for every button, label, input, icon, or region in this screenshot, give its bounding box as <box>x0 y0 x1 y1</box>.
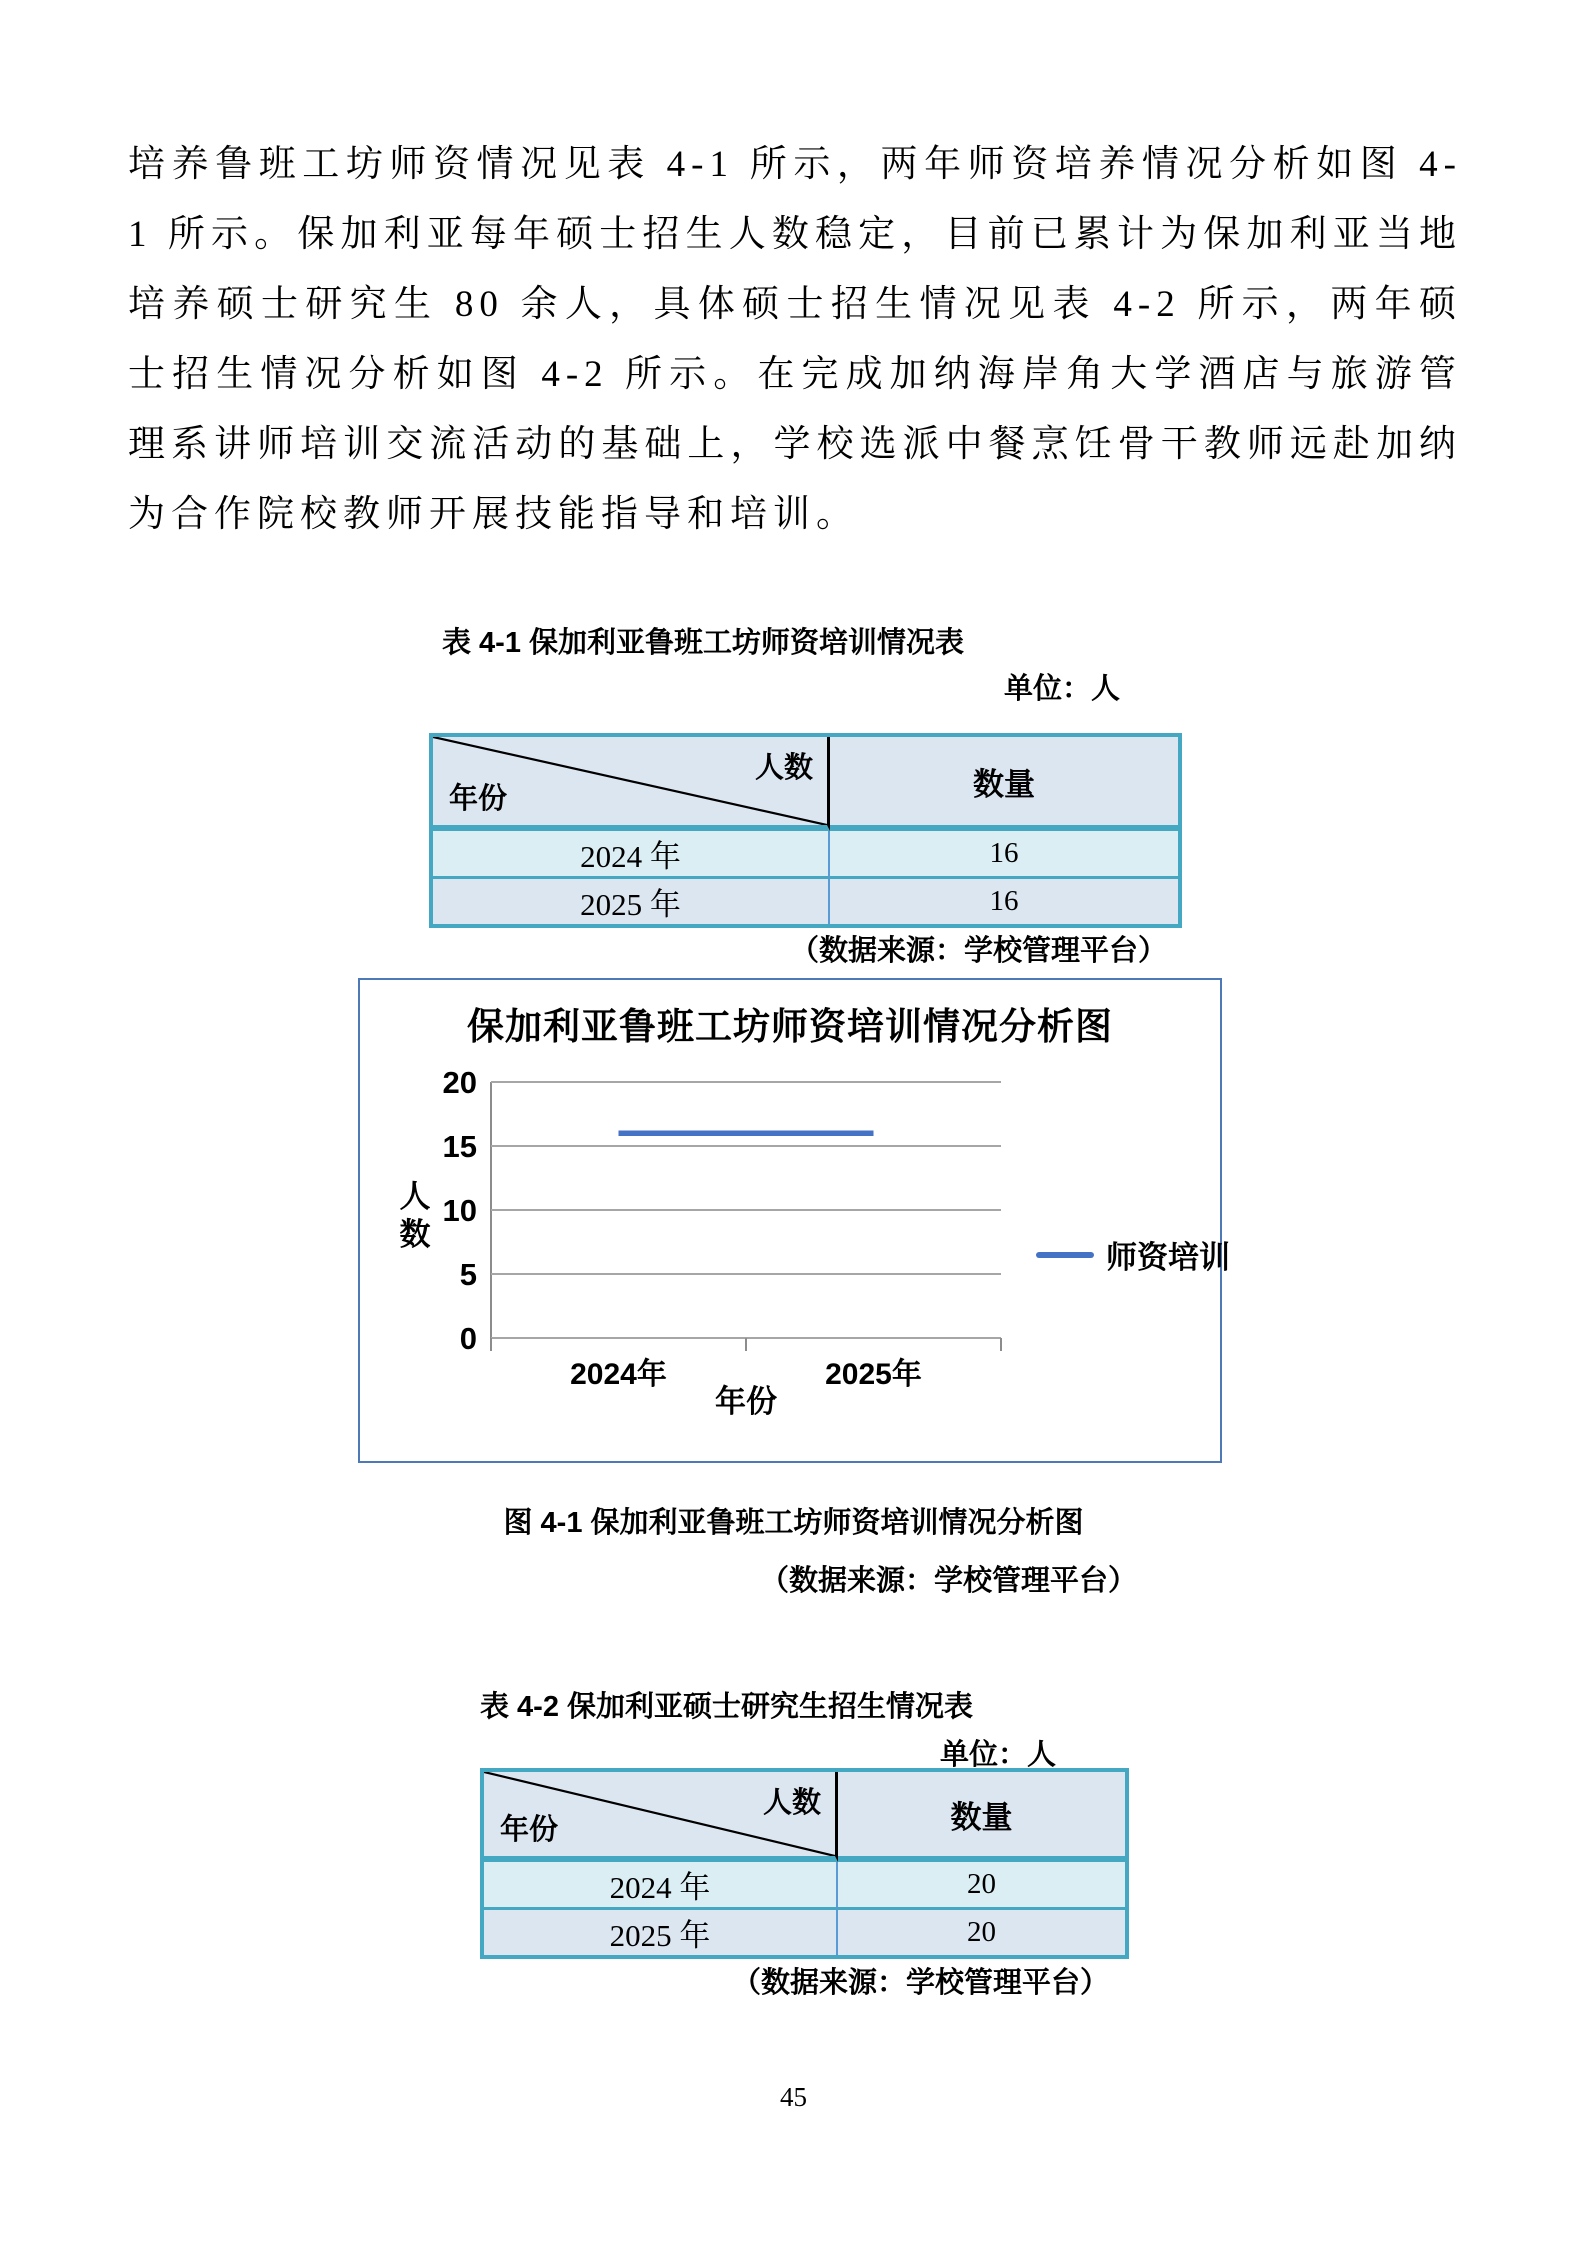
table2-value-cell: 20 <box>838 1910 1125 1955</box>
table2-row-2024 <box>484 1862 1125 1910</box>
table1-row-2024 <box>433 831 1178 879</box>
figure1-source-note: （数据来源：学校管理平台） <box>759 1565 1137 1597</box>
x-axis-tick <box>745 1338 747 1351</box>
table2-corner-cell <box>484 1772 838 1862</box>
y-axis-title: 人数 <box>399 1179 431 1252</box>
x-axis-tick <box>1000 1338 1002 1351</box>
chart-title: 保加利亚鲁班工坊师资培训情况分析图 <box>467 1006 1113 1047</box>
table1 <box>429 733 1182 928</box>
page-number: 45 <box>780 2082 807 2112</box>
table2-header-row <box>484 1772 1125 1862</box>
table2-year-cell: 2024 年 <box>484 1862 838 1910</box>
table2-row-2025 <box>484 1910 1125 1955</box>
table2-corner-col-label: 人数 <box>762 1787 821 1819</box>
series-line-layer <box>491 1082 1001 1338</box>
table2-qty-header: 数量 <box>838 1772 1125 1862</box>
y-tick-label-10: 10 <box>442 1193 477 1228</box>
table2-year-cell: 2025 年 <box>484 1910 838 1955</box>
table1-source-note: （数据来源：学校管理平台） <box>789 935 1167 967</box>
table1-value-cell: 16 <box>830 879 1178 924</box>
legend-label: 师资培训 <box>1106 1240 1230 1275</box>
table1-corner-col-label: 人数 <box>754 752 813 784</box>
x-axis-tick <box>490 1338 492 1351</box>
figure1-caption: 图 4-1 保加利亚鲁班工坊师资培训情况分析图 <box>503 1507 1084 1539</box>
table1-year-cell: 2025 年 <box>433 879 830 924</box>
table1-caption: 表 4-1 保加利亚鲁班工坊师资培训情况表 <box>442 627 965 659</box>
table1-corner-row-label: 年份 <box>449 783 508 815</box>
table1-year-cell: 2024 年 <box>433 831 830 879</box>
table2-caption: 表 4-2 保加利亚硕士研究生招生情况表 <box>480 1691 974 1723</box>
y-tick-label-0: 0 <box>459 1321 477 1356</box>
table1-row-2025 <box>433 879 1178 924</box>
table2-corner-row-label: 年份 <box>500 1814 559 1846</box>
table2-value-cell: 20 <box>838 1862 1125 1910</box>
table1-header-row <box>433 737 1178 831</box>
table1-corner-cell <box>433 737 830 831</box>
y-tick-label-15: 15 <box>442 1129 477 1164</box>
x-tick-label-2024年: 2024年 <box>570 1358 667 1391</box>
figure-4-1-chart <box>358 978 1230 1463</box>
table2-unit-label: 单位：人 <box>939 1739 1056 1771</box>
table1-value-cell: 16 <box>830 831 1178 879</box>
table2-source-note: （数据来源：学校管理平台） <box>731 1967 1109 1999</box>
x-axis-title: 年份 <box>715 1384 777 1419</box>
table1-unit-label: 单位：人 <box>1003 673 1120 705</box>
chart-legend <box>1036 1232 1230 1277</box>
legend-line-swatch <box>1036 1252 1094 1258</box>
x-tick-label-2025年: 2025年 <box>825 1358 922 1391</box>
y-tick-label-20: 20 <box>442 1065 477 1100</box>
body-paragraph: 培养鲁班工坊师资情况见表 4-1 所示，两年师资培养情况分析如图 4-1 所示。保加利亚每年硕士招生人数稳定，目前已累计为保加利亚当地培养硕士研究生 80 余人，具体硕士招生情况见表 4-2 所示，两年硕士招生情况分析如图 4-2 所示。在完成加纳海岸角大学酒店与旅游管理系讲师培训交流活动的基础上，学校选派中餐烹饪骨干教师远赴加纳为合作院校教师开展技能指导和培训。 <box>128 144 1462 535</box>
y-tick-label-5: 5 <box>459 1257 477 1292</box>
table1-qty-header: 数量 <box>830 737 1178 831</box>
table2 <box>480 1768 1129 1959</box>
